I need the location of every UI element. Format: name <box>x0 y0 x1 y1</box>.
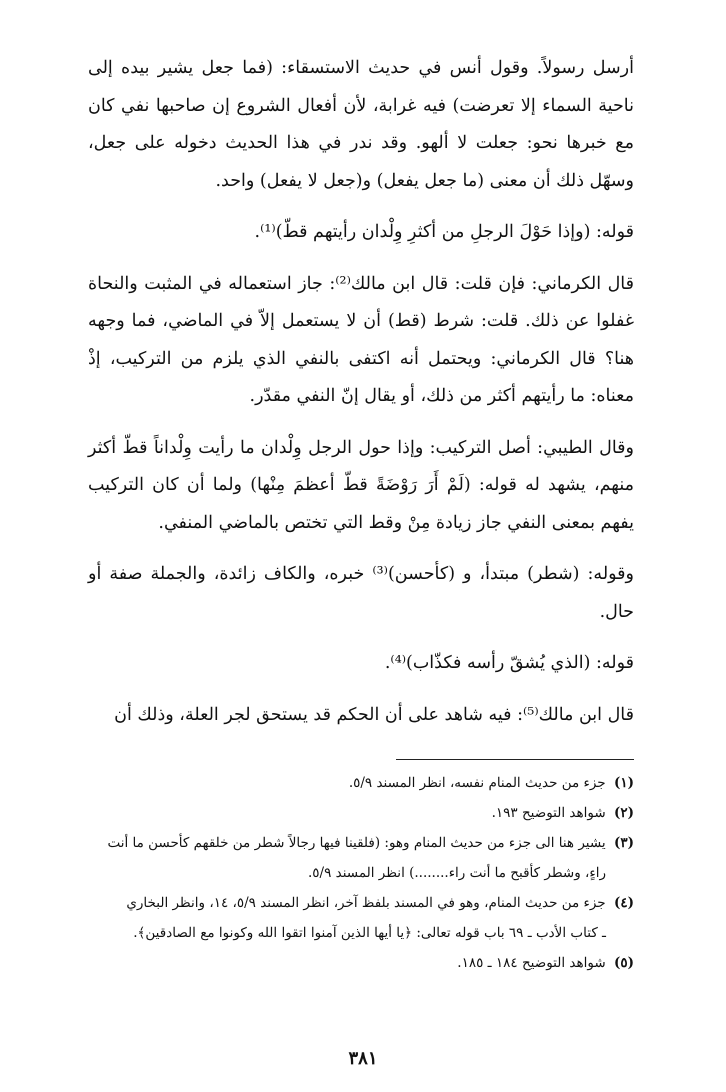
footnote-text: جزء من حديث المنام، وهو في المسند بلفظ آخر، انظر المسند ٥/٩، ١٤، وانظر البخاري <box>126 895 606 911</box>
footnote-continuation: ـ كتاب الأدب ـ ٦٩ باب قوله تعالى: ﴿يا أيها الذين آمنوا اتقوا الله وكونوا مع الصادقين﴾. <box>133 925 606 941</box>
paragraph-shatr: وقوله: (شطر) مبتدأ، و (كأحسن)⁽³⁾ خبره، والكاف زائدة، والجملة صفة أو حال. <box>88 564 635 622</box>
paragraph-kadhab: قوله: (الذي يُشقّ رأسه فكذّاب)⁽⁴⁾. <box>384 653 634 673</box>
paragraph-ibn-malik: قال ابن مالك⁽⁵⁾: فيه شاهد على أن الحكم قد يستحق لجر العلة، وذلك أن <box>114 704 634 725</box>
paragraph-qawluh-walidan: قوله: (وإذا حَوْلَ الرجلِ من أكثرِ وِلْدان رأيتهم قطّ)⁽¹⁾. <box>254 222 634 242</box>
footnote <box>86 828 634 888</box>
footnote-text: جزء من حديث المنام نفسه، انظر المسند ٥/٩. <box>348 775 606 791</box>
footnote-number: (٢) <box>613 805 634 821</box>
footnote-text: شواهد التوضيح ١٩٣. <box>491 805 606 821</box>
footnote-number: (٣) <box>613 835 634 851</box>
footnote <box>86 888 634 948</box>
paragraph-anas-hadith: أرسل رسولاً. وقول أنس في حديث الاستسقاء: (فما جعل يشير بيده إلى ناحية السماء إلا تعرضت) فيه غرابة، لأن أفعال الشروع إن صاحبها نفي كان مع خبرها نحو: جعلت لا ألهو. وقد ندر في هذا الحديث دخوله على جعل، وسهّل ذلك أن معنى (ما جعل يفعل) و(جعل لا يفعل) واحد. <box>88 58 634 191</box>
footnote-number: (٥) <box>613 955 634 971</box>
footnote-text: شواهد التوضيح ١٨٤ ـ ١٨٥. <box>457 955 606 971</box>
footnotes <box>86 768 634 978</box>
footnote-continuation: راءٍ، وشطر كأقبح ما أنت راء........) انظر المسند ٥/٩. <box>307 865 606 881</box>
main-text <box>88 50 634 734</box>
footnote-number: (١) <box>613 775 634 791</box>
footnote-text: يشير هنا الى جزء من حديث المنام وهو: (فلقينا فيها رجالاً شطر من خلقهم كأحسن ما أنت <box>107 835 606 851</box>
paragraph-tibi: وقال الطيبي: أصل التركيب: وإذا حول الرجل وِلْدان ما رأيت وِلْداناً قطّ أكثر منهم، يشهد له قوله: (لَمْ أَرَ رَوْضَةً قطّ أعظمَ مِنْها) ولما أن كان التركيب يفهم بمعنى النفي جاز زيادة مِنْ وقط التي تختص بالماضي المنفي. <box>88 437 634 533</box>
footnote <box>86 798 634 828</box>
page-number: ٣٨١ <box>348 1048 378 1069</box>
paragraph-kirmani: قال الكرماني: فإن قلت: قال ابن مالك⁽²⁾: جاز استعماله في المثبت والنحاة غفلوا عن ذلك. قلت: شرط (قط) أن لا يستعمل إلاّ في الماضي، فما وجهه هنا؟ قال الكرماني: ويحتمل أنه اكتفى بالنفي الذي يلزم من التركيب، إذْ معناه: ما رأيتهم أكثر من ذلك، أو يقال إنّ النفي مقدّر. <box>88 273 634 406</box>
footnote-number: (٤) <box>613 895 634 911</box>
footnote-divider <box>396 759 634 760</box>
footnote <box>86 768 634 798</box>
footnote <box>86 948 634 978</box>
